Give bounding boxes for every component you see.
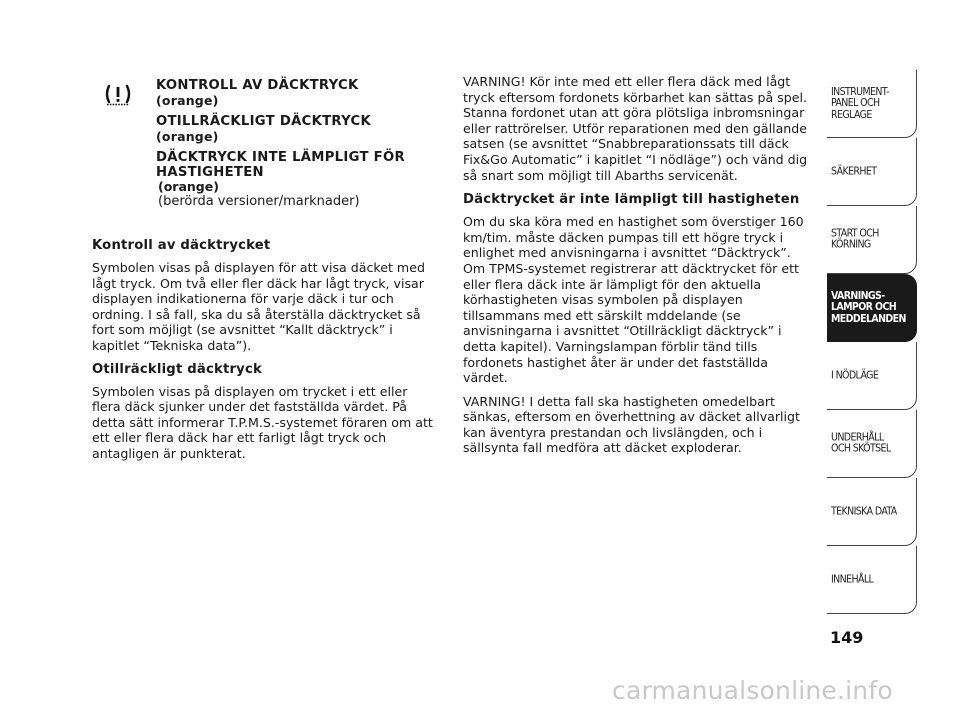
tab-label: VARNINGS- LAMPOR OCH MEDDELANDEN — [831, 289, 906, 325]
page-number: 149 — [830, 628, 864, 647]
heading-pressure-check: Kontroll av däcktrycket — [92, 238, 271, 253]
paragraph-pressure-check: Symbolen visas på displayen för att visa däcket med lågt tryck. Om två eller fler däck har lågt tryck, visar displayen indikationerna för varje däck i tur och ordning. I så fall, ska du så återställa däcktrycket så fort som möjligt (se avsnittet “Kallt däcktryck” i kapitlet “Tekniska data”). — [92, 260, 425, 353]
right-column — [463, 74, 813, 456]
tab-label: START OCH KÖRNING — [831, 227, 879, 251]
watermark: carmanualsonline.info — [612, 676, 893, 705]
warning-title-check-pressure: KONTROLL AV DÄCKTRYCK — [156, 78, 359, 93]
tire-pressure-warning-icon — [104, 84, 132, 106]
tab-instrument-panel[interactable] — [827, 70, 917, 138]
paragraph-low-pressure: Symbolen visas på displayen om trycket i ett eller flera däck sjunker under det fastställda värdet. På detta sätt informerar T.P.M.S.-systemet föraren om att ett eller flera däck har ett farligt lågt tryck och antagligen är punkterat. — [92, 383, 433, 461]
warning-color-label: (orange) — [156, 93, 219, 108]
tab-warning-lights[interactable] — [827, 274, 917, 342]
tab-label: SÄKERHET — [831, 164, 877, 177]
versions-note: (berörda versioner/marknader) — [158, 194, 360, 209]
warning-color-label: (orange) — [158, 179, 219, 194]
tab-emergency[interactable] — [827, 342, 917, 410]
left-column — [92, 78, 438, 462]
heading-low-pressure: Otillräckligt däcktryck — [92, 361, 262, 377]
tab-label: UNDERHÅLL OCH SKÖTSEL — [831, 431, 891, 455]
tab-label: I NÖDLÄGE — [831, 368, 879, 381]
paragraph-warning-driving: VARNING! Kör inte med ett eller flera däck med lågt tryck eftersom fordonets körbarhet kan sättas på spel. Stanna fordonet utan att göra plötsliga inbromsningar eller rattrörelser. Utför reparationen med den gällande satsen (se avsnittet “Snabbreparationssats till däck Fix&Go Automatic” i kapitlet “I nödläge”) och vänd dig så snart som möjligt till Abarths servicenät. — [463, 74, 808, 183]
warning-title-low-pressure: OTILLRÄCKLIGT DÄCKTRYCK — [156, 114, 372, 129]
tab-label: TEKNISKA DATA — [831, 504, 897, 517]
warning-title-speed-line1: DÄCKTRYCK INTE LÄMPLIGT FÖR — [156, 150, 405, 165]
heading-pressure-speed: Däcktrycket är inte lämpligt till hastigheten — [463, 192, 800, 208]
tab-contents[interactable] — [827, 546, 917, 614]
paragraph-warning-overheat: VARNING! I detta fall ska hastigheten omedelbart sänkas, eftersom en överhettning av däcket allvarligt kan äventyra prestandan och livslängden, och i sällsynta fall medföra att däcket exploderar. — [463, 393, 800, 456]
chapter-tabs — [827, 70, 917, 614]
tab-technical-data[interactable] — [827, 478, 917, 546]
tab-starting-driving[interactable] — [827, 206, 917, 274]
paragraph-pressure-speed: Om du ska köra med en hastighet som överstiger 160 km/tim. måste däcken pumpas till ett högre tryck i enlighet med anvisningarna i avsnittet “Däcktryck”. Om TPMS-systemet registrerar att däcktrycket för ett eller flera däck inte är lämpligt för den aktuella körhastigheten visas symbolen på displayen tillsammans med ett särskilt mddelande (se anvisningarna i avsnittet “Otillräckligt däcktryck” i detta kapitel). Varningslampan förblir tänd tills fordonets hastighet åter är under det fastställda värdet. — [463, 214, 804, 386]
tab-safety[interactable] — [827, 138, 917, 206]
warning-color-label: (orange) — [156, 129, 219, 144]
tab-label: INSTRUMENT- PANEL OCH REGLAGE — [831, 85, 889, 121]
tab-label: INNEHÅLL — [831, 572, 874, 585]
tab-maintenance[interactable] — [827, 410, 917, 478]
warning-light-block — [92, 78, 438, 238]
warning-title-speed-line2: HASTIGHETEN — [156, 165, 264, 180]
warning-light-titles — [156, 78, 446, 210]
